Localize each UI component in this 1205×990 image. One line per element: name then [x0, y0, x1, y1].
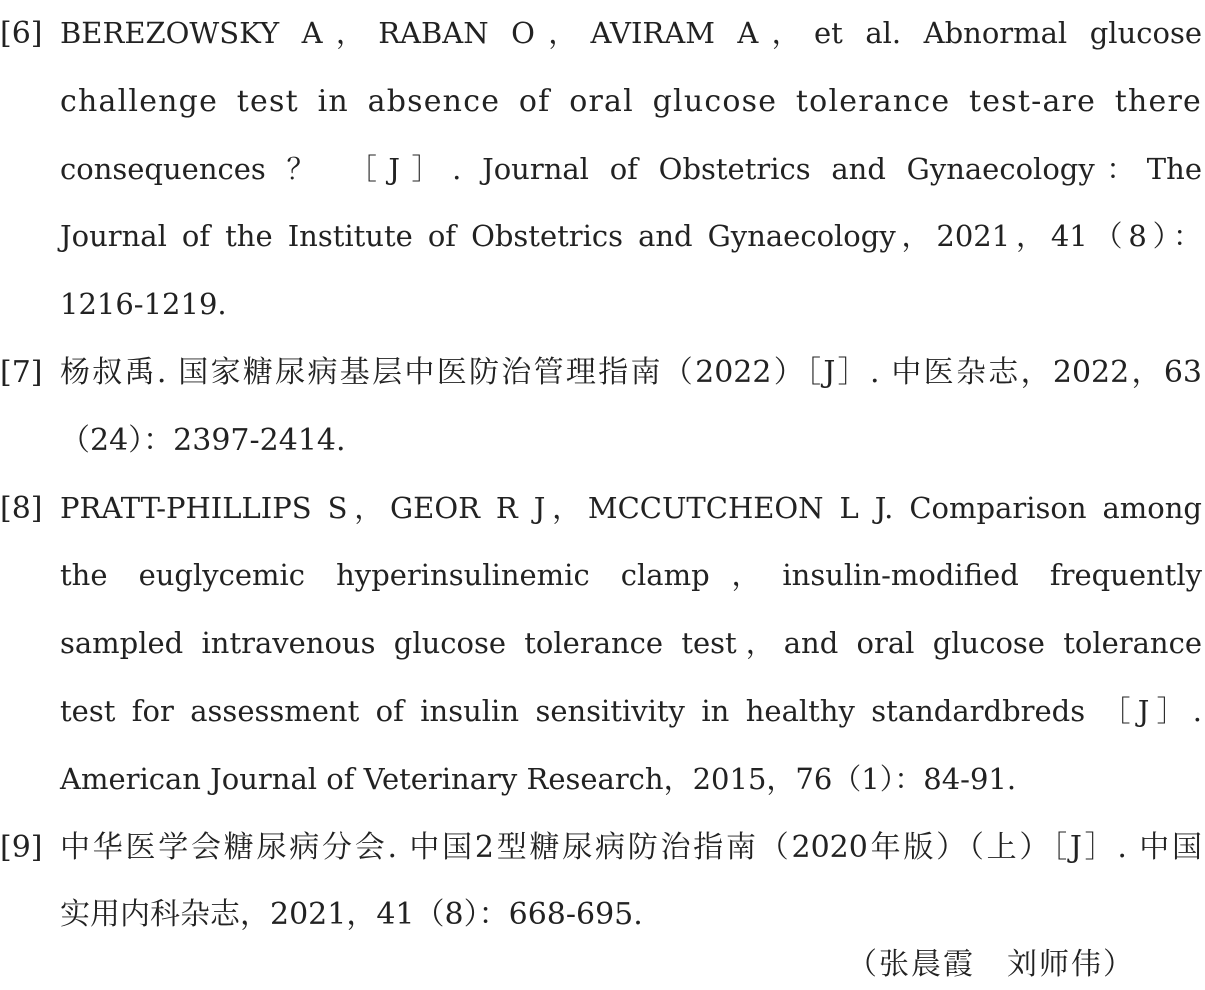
author-note: （张晨霞 刘师伟）: [847, 947, 1135, 982]
reference-line: 1216-1219.: [60, 287, 227, 322]
reference-line: BEREZOWSKY A，RABAN O，AVIRAM A，et al. Abnormal glucose: [60, 16, 1202, 50]
reference-7: [0, 339, 1202, 475]
reference-number: [9]: [0, 829, 43, 865]
reference-line: test for assessment of insulin sensitivity in healthy standardbreds ［J］.: [60, 693, 1202, 728]
reference-6: [0, 0, 1202, 339]
reference-9: [0, 814, 1202, 950]
reference-line: 中华医学会糖尿病分会. 中国2型糖尿病防治指南（2020年版）（上）［J］. 中国: [60, 829, 1202, 865]
reference-line: American Journal of Veterinary Research，2015，76（1）：84-91.: [60, 761, 1017, 796]
reference-line: consequences ？ ［J］. Journal of Obstetrics and Gynaecology：The: [60, 151, 1202, 186]
reference-line: 杨叔禹. 国家糖尿病基层中医防治管理指南（2022）［J］. 中医杂志，2022，63: [60, 354, 1202, 390]
reference-line: PRATT-PHILLIPS S，GEOR R J，MCCUTCHEON L J. Comparison among: [60, 490, 1202, 525]
reference-line: Journal of the Institute of Obstetrics and Gynaecology，2021，41（8）：: [60, 219, 1202, 254]
reference-line: the euglycemic hyperinsulinemic clamp，insulin-modified frequently: [60, 558, 1202, 593]
reference-line: 实用内科杂志，2021，41（8）：668-695.: [60, 897, 643, 933]
reference-line: （24）：2397-2414.: [60, 422, 346, 458]
reference-line: sampled intravenous glucose tolerance test，and oral glucose tolerance: [60, 626, 1202, 661]
reference-number: [7]: [0, 354, 43, 390]
reference-line: challenge test in absence of oral glucose tolerance test-are there: [60, 83, 1202, 119]
reference-number: [8]: [0, 490, 43, 526]
reference-8: [0, 475, 1202, 814]
reference-number: [6]: [0, 16, 43, 51]
